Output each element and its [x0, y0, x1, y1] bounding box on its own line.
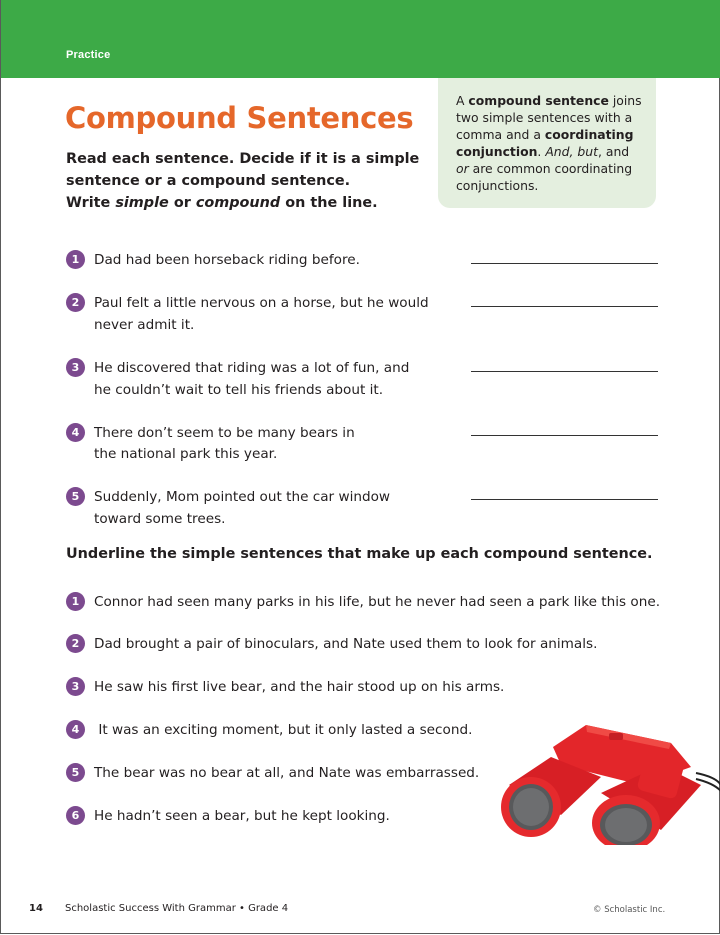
emphasis-compound: compound: [195, 195, 281, 211]
number-badge: 3: [66, 358, 85, 377]
question-line-1: There don’t seem to be many bears in: [94, 425, 355, 441]
text: Write: [66, 195, 116, 211]
question-line-2: he couldn’t wait to tell his friends about it.: [94, 382, 384, 398]
number-badge: 3: [66, 677, 85, 696]
term-compound-sentence: compound sentence: [468, 93, 609, 108]
part2-instruction: Underline the simple sentences that make up each compound sentence.: [66, 546, 653, 562]
sentence-text[interactable]: The bear was no bear at all, and Nate was embarrassed.: [94, 765, 480, 781]
copyright: © Scholastic Inc.: [593, 905, 666, 915]
answer-line[interactable]: [471, 306, 658, 307]
number-badge: 1: [66, 250, 85, 269]
text: are common coordinating conjunctions.: [456, 160, 633, 193]
emphasis-simple: simple: [115, 195, 169, 211]
number-badge: 6: [66, 806, 85, 825]
question-line-2: toward some trees.: [94, 511, 226, 527]
answer-line[interactable]: [471, 263, 658, 264]
sentence-text[interactable]: It was an exciting moment, but it only lasted a second.: [94, 722, 473, 738]
page-title: Compound Sentences: [65, 101, 414, 135]
emphasis: And, but: [545, 143, 598, 159]
binoculars-image: [491, 715, 720, 845]
instructions-line-3: [66, 192, 426, 214]
answer-line[interactable]: [471, 435, 658, 436]
sentence-text[interactable]: Connor had seen many parks in his life, but he never had seen a park like this one.: [94, 594, 661, 610]
emphasis: or: [456, 160, 469, 176]
question-line-1: He discovered that riding was a lot of fun, and: [94, 360, 410, 376]
answer-line[interactable]: [471, 499, 658, 500]
header-bar: [1, 0, 720, 78]
text: or: [168, 195, 196, 211]
sentence-text[interactable]: He saw his first live bear, and the hair stood up on his arms.: [94, 679, 505, 695]
instructions-line-1: Read each sentence. Decide if it is a simple: [66, 151, 420, 167]
text: , and: [597, 143, 630, 159]
text: .: [537, 143, 546, 159]
definition-box: [438, 78, 656, 208]
number-badge: 1: [66, 592, 85, 611]
answer-line[interactable]: [471, 371, 658, 372]
text: on the line.: [280, 195, 378, 211]
book-title: Scholastic Success With Grammar • Grade 4: [65, 903, 289, 914]
number-badge: 5: [66, 487, 85, 506]
header-label: Practice: [66, 49, 111, 61]
term-coordinating-conjunction: coordinating conjunction: [456, 126, 634, 159]
number-badge: 5: [66, 763, 85, 782]
number-badge: 4: [66, 423, 85, 442]
question-line-1: Suddenly, Mom pointed out the car window: [94, 489, 391, 505]
instructions: [66, 148, 426, 214]
number-badge: 4: [66, 720, 85, 739]
instructions-line-2: sentence or a compound sentence.: [66, 173, 351, 189]
question-line-1: Paul felt a little nervous on a horse, but he would: [94, 295, 429, 311]
page-number: 14: [29, 903, 43, 914]
text: joins two simple sentences with a comma and a: [456, 93, 642, 142]
number-badge: 2: [66, 634, 85, 653]
question-line-2: the national park this year.: [94, 446, 278, 462]
question-line-2: never admit it.: [94, 317, 195, 333]
question-line-1: Dad had been horseback riding before.: [94, 252, 360, 268]
sentence-text[interactable]: He hadn’t seen a bear, but he kept looking.: [94, 808, 390, 824]
sentence-text[interactable]: Dad brought a pair of binoculars, and Nate used them to look for animals.: [94, 636, 598, 652]
text: A: [456, 93, 469, 108]
number-badge: 2: [66, 293, 85, 312]
